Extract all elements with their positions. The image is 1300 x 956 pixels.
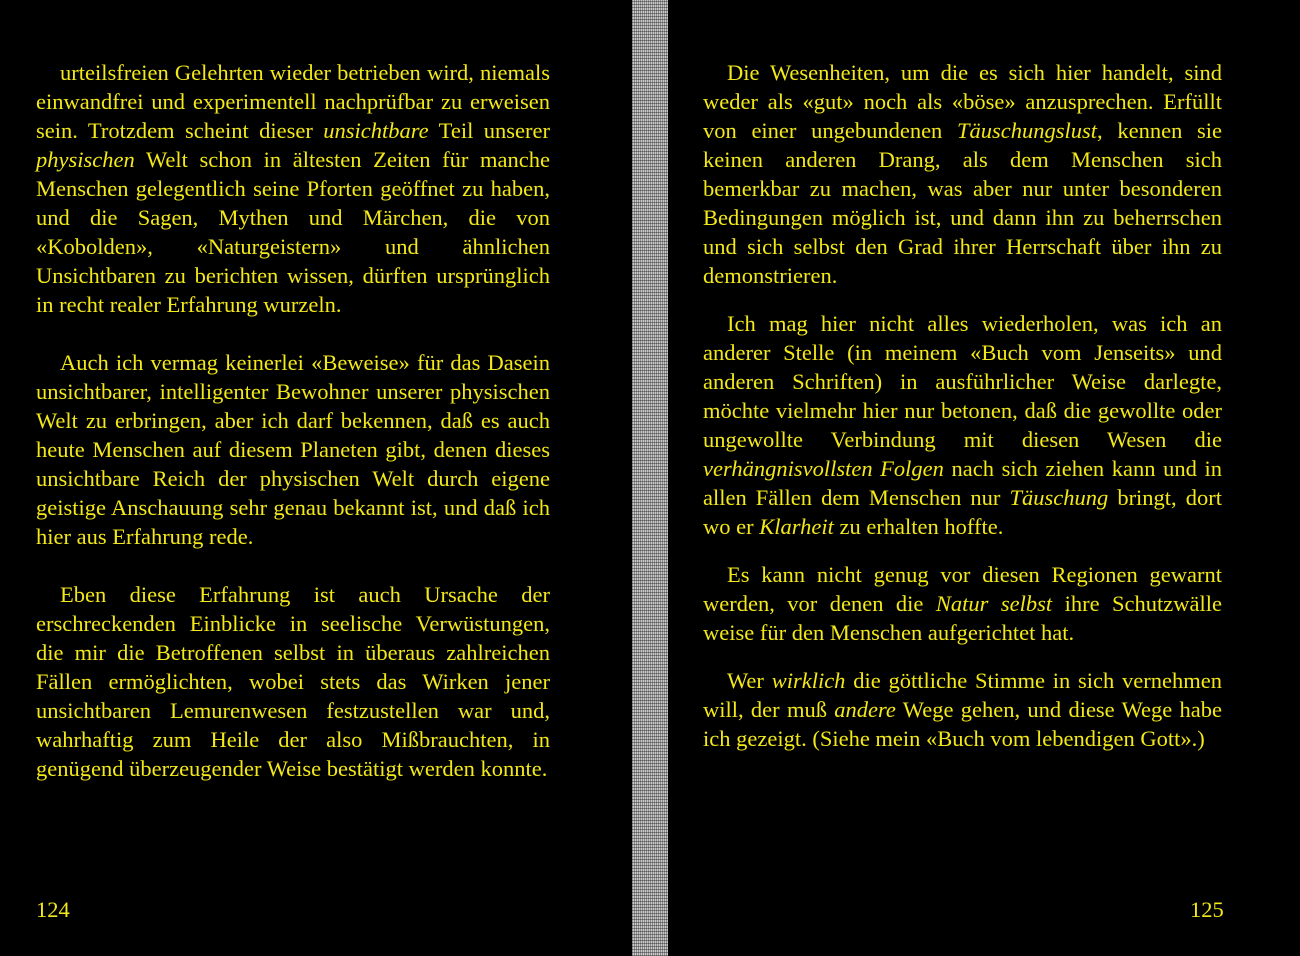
text-run: , kennen sie keinen anderen Drang, als dem Menschen sich bemerkbar zu machen, was aber nur unter besonderen Bedingungen möglich ist, und dann ihn zu beherrschen und sich selbst den Grad ihrer Herrschaft über ihn zu demonstrieren. [703, 118, 1222, 288]
text-run: nach sich ziehen kann und in allen Fällen dem Menschen nur [703, 456, 1223, 510]
italic-phrase: Klarheit [759, 514, 834, 539]
right-paragraph-1 [703, 58, 1222, 290]
italic-phrase: Natur selbst [935, 591, 1053, 616]
italic-phrase: verhängnisvollsten Folgen [703, 456, 944, 481]
text-run: Wege gehen, und diese Wege habe ich gezeigt. (Siehe mein «Buch vom lebendigen Gott».) [703, 697, 1222, 751]
text-run: Ich mag hier nicht alles wiederholen, was ich an anderer Stelle (in meinem «Buch vom Jenseits» und anderen Schriften) in ausführlicher Weise darlegte, möchte vielmehr hier nur betonen, daß die gewollte oder ungewollte Verbindung mit diesen Wesen die [703, 311, 1222, 452]
italic-phrase: Täuschung [1009, 485, 1109, 510]
italic-phrase: Täuschungslust [957, 118, 1098, 143]
italic-phrase: unsichtbare [323, 118, 429, 143]
left-paragraph-2 [36, 348, 550, 551]
italic-phrase: wirklich [771, 668, 846, 693]
italic-phrase: andere [834, 697, 896, 722]
right-paragraph-2 [703, 309, 1222, 541]
text-run: Wer [727, 668, 772, 693]
text-run: die göttliche Stimme in sich vernehmen will, der muß [703, 668, 1222, 722]
right-paragraph-3 [703, 560, 1222, 647]
text-run: Teil unserer [428, 118, 550, 143]
left-paragraph-3 [36, 580, 550, 783]
text-run: urteilsfreien Gelehrten wieder betrieben wird, niemals einwandfrei und experimentell nachprüfbar zu erweisen sein. Trotzdem scheint dieser [36, 60, 550, 143]
book-gutter [632, 0, 668, 956]
right-paragraph-4 [703, 666, 1222, 753]
text-run: Auch ich vermag keinerlei «Beweise» für das Dasein unsichtbarer, intelligenter Bewohner unserer physischen Welt zu erbringen, aber ich darf bekennen, daß es auch heute Menschen auf diesem Planeten gibt, denen dieses unsichtbare Reich der physischen Welt durch eigene geistige Anschauung sehr genau bekannt ist, und daß ich hier aus Erfahrung rede. [36, 350, 550, 549]
italic-phrase: physischen [36, 147, 135, 172]
text-run: Welt schon in ältesten Zeiten für manche Menschen gelegentlich seine Pforten geöffnet zu haben, und die Sagen, Mythen und Märchen, die von «Kobolden», «Naturgeistern» und ähnlichen Unsichtbaren zu berichten wissen, dürften ursprünglich in recht realer Erfahrung wurzeln. [36, 147, 550, 317]
text-run: Es kann nicht genug vor diesen Regionen gewarnt werden, vor denen die [703, 562, 1222, 616]
text-run: Eben diese Erfahrung ist auch Ursache der erschreckenden Einblicke in seelische Verwüstungen, die mir die Betroffenen selbst in überaus zahlreichen Fällen ermöglichten, wobei stets das Wirken jener unsichtbaren Lemurenwesen festzustellen war und, wahrhaftig zum Heile der also Mißbrauchten, in genügend überzeugender Weise bestätigt werden konnte. [36, 582, 550, 781]
page-number-left: 124 [36, 897, 70, 922]
right-page [703, 58, 1222, 753]
text-run: zu erhalten hoffte. [833, 514, 1004, 539]
text-run: bringt, dort wo er [703, 485, 1222, 539]
page-number-right: 125 [1190, 897, 1224, 922]
left-paragraph-1 [36, 58, 550, 319]
text-run: ihre Schutzwälle weise für den Menschen aufgerichtet hat. [703, 591, 1222, 645]
left-page [36, 58, 550, 783]
text-run: Die Wesenheiten, um die es sich hier handelt, sind weder als «gut» noch als «böse» anzusprechen. Erfüllt von einer ungebundenen [703, 60, 1222, 143]
